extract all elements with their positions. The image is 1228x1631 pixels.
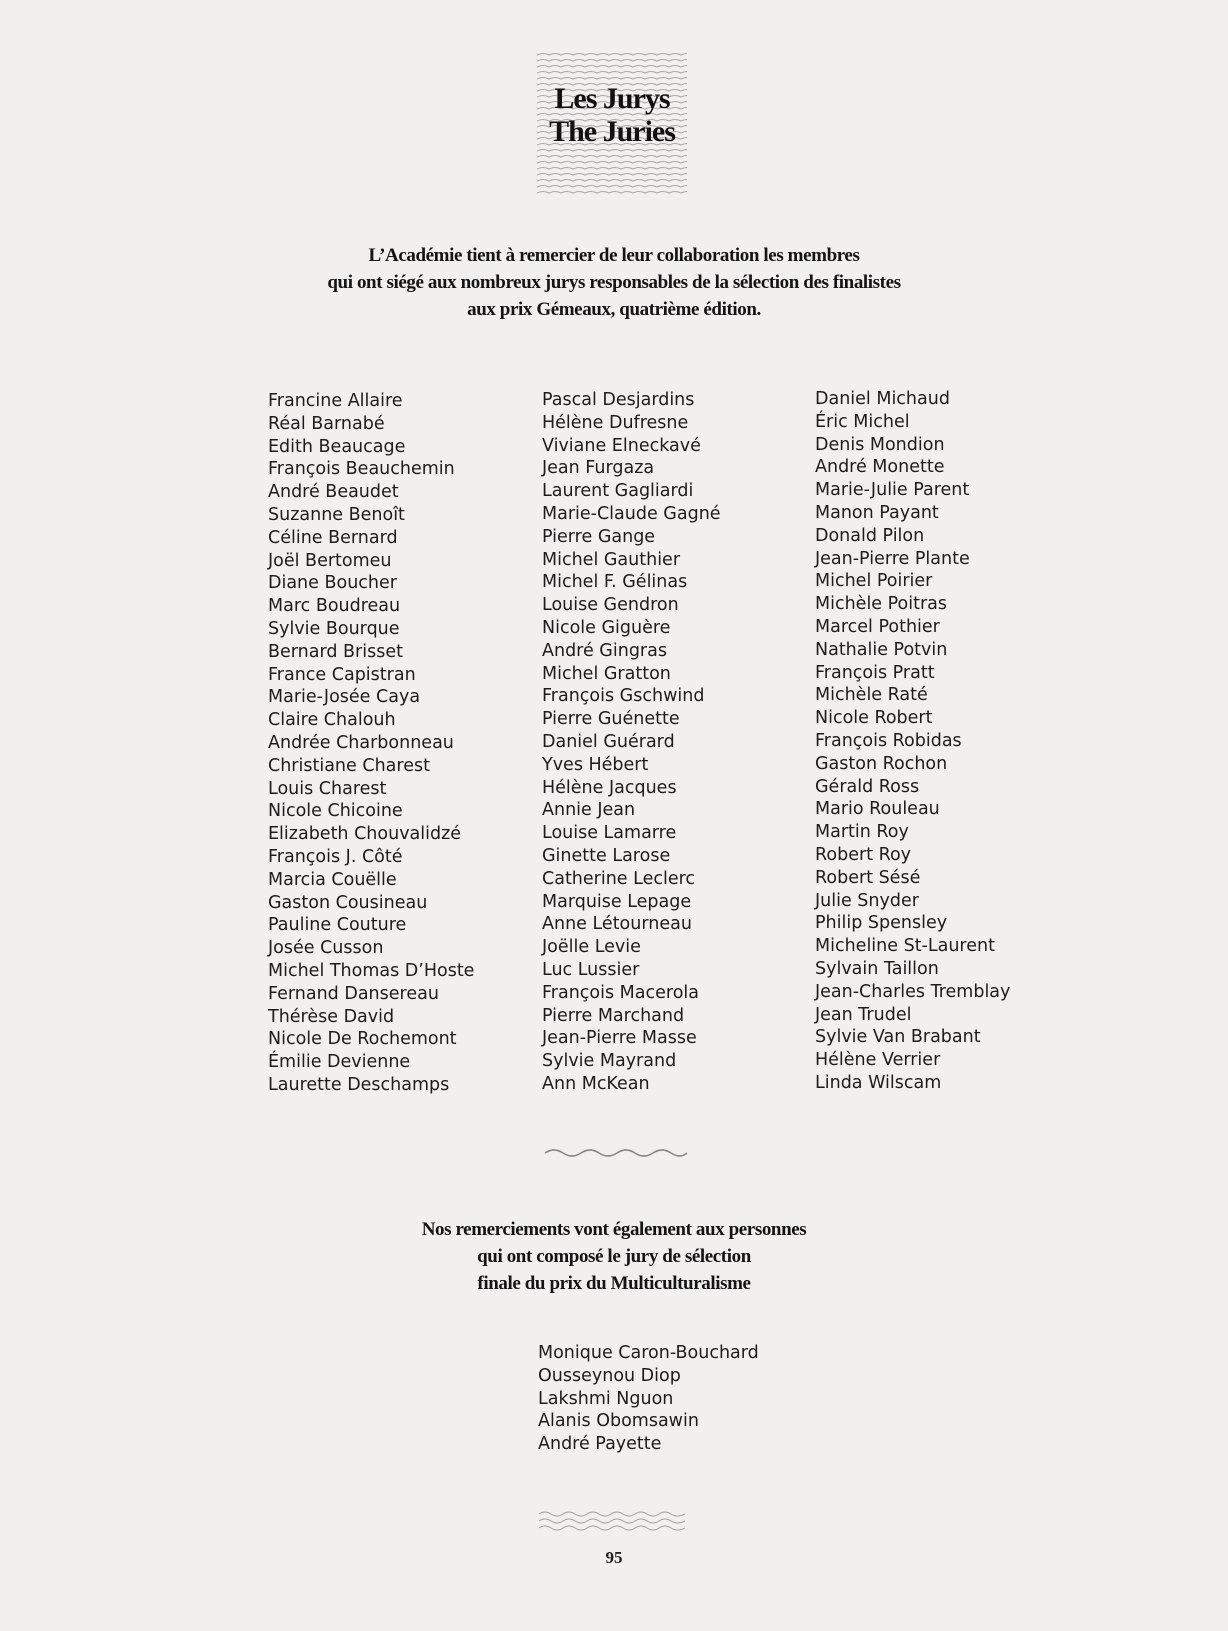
- jury-member-name: Annie Jean: [542, 800, 636, 821]
- jury-member-name: Éric Michel: [815, 411, 910, 432]
- jury-member-name: Mario Rouleau: [815, 799, 940, 820]
- intro-line: aux prix Gémeaux, quatrième édition.: [467, 299, 761, 320]
- jury-member-name: France Capistran: [268, 664, 416, 685]
- jury-member-name: Laurent Gagliardi: [542, 481, 694, 502]
- jury-column-3: [815, 388, 1010, 1095]
- jury-member-name: Ann McKean: [542, 1073, 650, 1094]
- jury-member-name: Claire Chalouh: [268, 710, 396, 731]
- jury-member-name: Jean Furgaza: [542, 458, 655, 479]
- jury-member-name: Pierre Gange: [542, 526, 656, 547]
- jury-member-name: Luc Lussier: [542, 959, 640, 980]
- title-block: [537, 52, 687, 197]
- jury-member-name: Diane Boucher: [268, 573, 397, 594]
- jury-member-name: Edith Beaucage: [268, 436, 406, 457]
- jury-member-name: Donald Pilon: [815, 525, 925, 546]
- jury-member-name: Louise Gendron: [542, 595, 679, 616]
- jury-member-name: Michel Gauthier: [542, 549, 681, 570]
- jury-member-name: Michèle Poitras: [815, 594, 948, 615]
- jury-member-name: Robert Roy: [815, 844, 912, 865]
- jury-member-name: Louis Charest: [268, 778, 387, 799]
- jury-member-name: Marie-Julie Parent: [815, 480, 970, 501]
- jury-member-name: Nathalie Potvin: [815, 639, 948, 660]
- jury-member-name: François Beauchemin: [268, 459, 455, 480]
- jury-member-name: Nicole Giguère: [542, 617, 671, 638]
- jury-member-name: François Gschwind: [542, 686, 705, 707]
- jury-member-name: Marcia Couëlle: [268, 869, 397, 890]
- jury-member-name: Michel F. Gélinas: [542, 572, 688, 593]
- thanks-line: Nos remerciements vont également aux personnes: [421, 1219, 807, 1240]
- jury-member-name: Marie-Josée Caya: [268, 687, 421, 708]
- page-title: [537, 82, 687, 148]
- jury-member-name: Jean-Pierre Masse: [542, 1028, 697, 1049]
- jury-member-name: Andrée Charbonneau: [268, 732, 454, 753]
- title-french: Les Jurys: [554, 82, 670, 115]
- jury-column-2: [542, 389, 721, 1096]
- jury-member-name: Suzanne Benoît: [268, 504, 405, 525]
- jury-member-name: Michel Gratton: [542, 663, 671, 684]
- intro-paragraph: [250, 242, 978, 323]
- jury-member-name: Viviane Elneckavé: [542, 435, 701, 456]
- jury-member-name: Alanis Obomsawin: [538, 1411, 699, 1432]
- jury-member-name: Sylvie Bourque: [268, 618, 400, 639]
- jury-member-name: Joëlle Levie: [542, 937, 641, 958]
- jury-member-name: Marquise Lepage: [542, 891, 692, 912]
- jury-member-name: Catherine Leclerc: [542, 868, 696, 889]
- bottom-wave-ornament: [537, 1510, 687, 1532]
- jury-member-name: Michel Thomas D’Hoste: [268, 960, 475, 981]
- jury-member-name: Sylvain Taillon: [815, 958, 939, 979]
- jury-member-name: Anne Létourneau: [542, 914, 692, 935]
- jury-member-name: Bernard Brisset: [268, 641, 403, 662]
- jury-member-name: Réal Barnabé: [268, 413, 385, 434]
- jury-member-name: Jean-Charles Tremblay: [815, 981, 1011, 1002]
- jury-member-name: François Robidas: [815, 730, 962, 751]
- jury-member-name: Joël Bertomeu: [268, 550, 392, 571]
- jury-member-name: Francine Allaire: [268, 391, 403, 411]
- title-english: The Juries: [549, 115, 675, 148]
- jury-member-name: Pascal Desjardins: [542, 390, 695, 410]
- jury-member-name: Jean Trudel: [815, 1004, 912, 1025]
- jury-member-name: Sylvie Van Brabant: [815, 1027, 981, 1048]
- jury-member-name: André Payette: [538, 1434, 662, 1455]
- jury-member-name: Pierre Marchand: [542, 1005, 685, 1026]
- jury-member-name: Émilie Devienne: [268, 1052, 411, 1073]
- multiculturalism-jury-list: [538, 1342, 759, 1456]
- jury-member-name: Nicole Robert: [815, 708, 933, 729]
- jury-member-name: Yves Hébert: [542, 754, 649, 775]
- jury-member-name: Robert Sésé: [815, 867, 921, 888]
- jury-member-name: Ginette Larose: [542, 845, 671, 866]
- jury-member-name: Pierre Guénette: [542, 709, 680, 730]
- jury-member-name: Sylvie Mayrand: [542, 1051, 677, 1072]
- thanks-line: finale du prix du Multiculturalisme: [477, 1273, 751, 1294]
- jury-member-name: François J. Côté: [268, 846, 403, 867]
- intro-line: L’Académie tient à remercier de leur collaboration les membres: [368, 245, 860, 266]
- jury-member-name: Marc Boudreau: [268, 596, 401, 617]
- jury-member-name: Lakshmi Nguon: [538, 1388, 674, 1409]
- jury-member-name: Laurette Deschamps: [268, 1074, 450, 1095]
- jury-member-name: Louise Lamarre: [542, 823, 677, 844]
- jury-member-name: Thérèse David: [268, 1006, 395, 1027]
- jury-member-name: Denis Mondion: [815, 434, 945, 455]
- jury-member-name: Céline Bernard: [268, 527, 398, 548]
- intro-line: qui ont siégé aux nombreux jurys responsables de la sélection des finalistes: [327, 272, 901, 293]
- jury-member-name: Daniel Guérard: [542, 731, 675, 752]
- jury-member-name: Michèle Raté: [815, 685, 928, 706]
- jury-member-name: André Gingras: [542, 640, 667, 661]
- jury-member-name: Hélène Dufresne: [542, 412, 689, 433]
- thanks-paragraph: [414, 1216, 814, 1297]
- jury-member-name: Manon Payant: [815, 502, 939, 523]
- jury-member-name: Marie-Claude Gagné: [542, 503, 721, 524]
- jury-member-name: Gérald Ross: [815, 776, 920, 797]
- jury-member-name: Monique Caron-Bouchard: [538, 1343, 759, 1363]
- jury-member-name: André Monette: [815, 457, 945, 478]
- jury-member-name: Hélène Jacques: [542, 777, 677, 798]
- jury-column-1: [268, 390, 474, 1097]
- jury-member-name: Martin Roy: [815, 822, 909, 843]
- jury-member-name: Hélène Verrier: [815, 1050, 941, 1071]
- jury-member-name: Josée Cusson: [268, 938, 384, 959]
- jury-member-name: Marcel Pothier: [815, 616, 940, 637]
- jury-member-name: Nicole Chicoine: [268, 801, 403, 822]
- jury-member-name: Michel Poirier: [815, 571, 933, 592]
- jury-member-name: François Macerola: [542, 982, 699, 1003]
- jury-member-name: Jean-Pierre Plante: [815, 548, 970, 569]
- jury-member-name: Nicole De Rochemont: [268, 1029, 457, 1050]
- jury-member-name: Gaston Cousineau: [268, 892, 428, 913]
- jury-member-name: Elizabeth Chouvalidzé: [268, 824, 462, 845]
- jury-member-name: Daniel Michaud: [815, 389, 950, 409]
- jury-member-name: Micheline St-Laurent: [815, 936, 995, 957]
- thanks-line: qui ont composé le jury de sélection: [477, 1246, 751, 1267]
- jury-member-name: Christiane Charest: [268, 755, 430, 776]
- jury-member-name: Linda Wilscam: [815, 1072, 942, 1093]
- page-number: 95: [605, 1548, 623, 1567]
- jury-member-name: François Pratt: [815, 662, 935, 683]
- jury-member-name: Philip Spensley: [815, 913, 948, 934]
- jury-member-name: Julie Snyder: [815, 890, 919, 911]
- jury-member-name: Fernand Dansereau: [268, 983, 439, 1004]
- jury-member-name: Pauline Couture: [268, 915, 407, 936]
- jury-member-name: Gaston Rochon: [815, 753, 948, 774]
- jury-member-name: André Beaudet: [268, 482, 399, 503]
- wave-divider: [543, 1146, 689, 1160]
- jury-member-name: Ousseynou Diop: [538, 1365, 681, 1386]
